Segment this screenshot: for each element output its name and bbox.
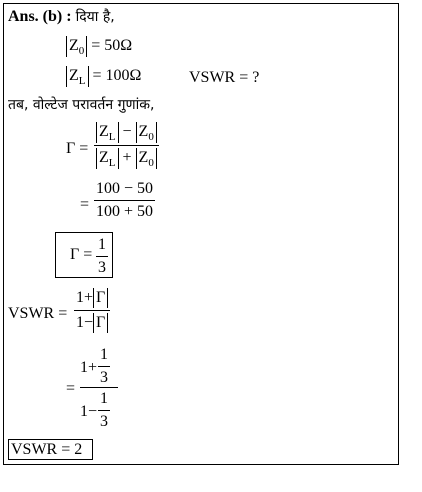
vswr-substitution-den-fraction: $\frac{1}{3}$ [100, 390, 108, 430]
gamma-substitution-eq: = [80, 196, 90, 213]
given-label: दिया है, [75, 9, 115, 25]
vswr-substitution-num-fraction: $\frac{1}{3}$ [100, 346, 108, 386]
gamma-substitution-fraction [94, 180, 155, 221]
vswr-formula-numerator: 1+ Γ [74, 288, 110, 310]
gamma-substitution-numerator: 100 − 50 [96, 180, 154, 197]
gamma-lhs: Γ = [66, 140, 89, 157]
z0-magnitude: $Z_0$ [66, 36, 87, 57]
gamma-result-box [55, 232, 113, 278]
gamma-result-fraction [96, 236, 108, 277]
answer-header [8, 9, 115, 25]
vswr-query: VSWR = ? [189, 69, 260, 86]
gamma-result-lhs: Γ = [70, 246, 93, 263]
reflection-coefficient-intro: तब, वोल्टेज परावर्तन गुणांक, [8, 97, 155, 113]
zl-magnitude: $Z_L$ [66, 66, 89, 87]
zl-value: = 100Ω [92, 67, 142, 84]
vswr-substitution-main-bar [80, 387, 118, 388]
vswr-substitution-num-prefix: 1+ [80, 359, 98, 376]
gamma-substitution-denominator: 100 + 50 [94, 200, 155, 221]
z0-equation [66, 36, 132, 57]
answer-label: Ans. (b) : [8, 8, 72, 25]
vswr-formula-lhs: VSWR = [8, 305, 68, 322]
vswr-formula-denominator: 1− Γ [74, 310, 110, 333]
z0-value: = 50Ω [91, 37, 133, 54]
vswr-substitution-den-prefix: 1− [80, 403, 98, 420]
vswr-result-box [8, 439, 93, 460]
vswr-substitution-fraction [80, 346, 118, 430]
gamma-formula-denominator: $Z_L + Z_0$ [94, 145, 159, 169]
gamma-formula-numerator: $Z_L - Z_0$ [94, 122, 159, 145]
vswr-formula-fraction [74, 288, 110, 333]
gamma-result-numerator: 1 [98, 236, 106, 253]
gamma-result-denominator: 3 [96, 256, 108, 277]
vswr-substitution-eq: = [66, 380, 76, 397]
zl-equation [66, 66, 141, 87]
vswr-result: VSWR = 2 [11, 441, 83, 458]
gamma-formula-fraction [94, 122, 159, 169]
